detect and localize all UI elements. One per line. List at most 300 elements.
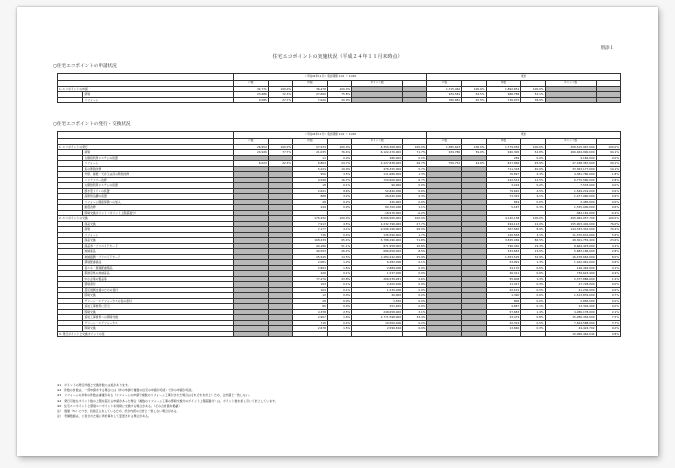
table-cell: 48,301,755,400 [545, 238, 596, 244]
table-cell: 1.3% [521, 260, 545, 266]
table-cell: 26,311 [486, 271, 521, 277]
table-cell: 2,893 [293, 265, 328, 271]
table-cell: 155,903,402,000 [545, 221, 596, 227]
table-cell: 40.0% [521, 166, 545, 172]
table-cell: 1.2% [596, 276, 620, 282]
table-cell: 21,035 [293, 150, 328, 156]
column-header: 戸数 [427, 81, 462, 87]
table-cell: 90,186 [293, 243, 328, 249]
table-cell: 9,085 [234, 97, 269, 103]
table-cell: 0.2% [403, 320, 427, 326]
table-cell [545, 97, 596, 103]
table-cell: 55,608 [486, 276, 521, 282]
table-cell: 193 [293, 282, 328, 288]
table-cell: 8,664,423,000 [545, 243, 596, 249]
header-cumulative-group: 累計 [427, 74, 621, 81]
table-cell: 5.6% [596, 232, 620, 238]
table-cell: 266,464,900,000 [545, 150, 596, 156]
row-label: グリーン・エアフォーカスの為の寄付 [83, 298, 234, 304]
row-label: 太陽熱利用システムの設置 [83, 183, 234, 189]
table-cell: 1,585,623 [427, 144, 462, 150]
table-cell: 248,658,000 [352, 309, 403, 315]
table-cell: 796,430 [486, 243, 521, 249]
row-label: 太陽熱利用システムの設置 [83, 155, 234, 161]
table-cell: 44.6% [462, 161, 486, 167]
row-label: 追加工事費用への即時交換 [83, 315, 234, 321]
table-cell: 4,867 [486, 304, 521, 310]
table-cell: 2,907 [293, 315, 328, 321]
table-cell: 19.0% [327, 166, 351, 172]
table-cell: 100.0% [521, 144, 545, 150]
table-cell: 26,640,000 [352, 194, 403, 200]
table-cell: 22,319 [486, 320, 521, 326]
table-cell: 1.6% [327, 265, 351, 271]
table-cell: 3.7% [596, 320, 620, 326]
row-label: 省エネ・環境配慮製品 [83, 265, 234, 271]
footnote: ※3 リフォームの対象の件数は重複がある（リフォームの申請で複数のリフォーム工事がされた場合はそれぞれを計上）ため、合計値と一致しない。 [57, 393, 252, 398]
table-cell: 8.7% [403, 177, 427, 183]
table-cell: 2,596,816 [352, 326, 403, 332]
table-cell [268, 331, 292, 337]
table-cell: 750,731 [427, 161, 462, 167]
table-cell: 77.7% [268, 150, 292, 156]
row-label: 商品交換 [83, 238, 234, 244]
table-cell [486, 331, 521, 337]
header-cumulative-group: 累計 [427, 132, 621, 139]
table-cell: 4.3% [521, 172, 545, 178]
table-cell: 0.4% [327, 320, 351, 326]
table-cell: 1,390 [486, 293, 521, 299]
table-cell: 1.3% [521, 276, 545, 282]
table-cell: 0.2% [327, 199, 351, 205]
table-cell [462, 331, 486, 337]
table-cell: 8.5% [403, 249, 427, 255]
table-cell: 1,162,961,000 [545, 260, 596, 266]
column-header: 件数 [486, 139, 521, 145]
table-cell: 71.7% [403, 150, 427, 156]
table-cell: 533,683 [486, 249, 521, 255]
table-cell: 86.5% [521, 238, 545, 244]
table-cell: 736,975 [486, 97, 521, 103]
table-cell: 3,216 [486, 183, 521, 189]
table-cell: -0.2% [403, 210, 427, 216]
footnote: ※4 発行可能なポイント数の上限を超える申請があった場合（複数のリフォーム工事の即時交換分のポイント上限超過分）は、ポイント数を差し引いて計上しています。 [57, 398, 278, 403]
table-cell [521, 331, 545, 337]
table-cell: 27,666 [293, 92, 328, 98]
row-label: 2. エコポイントの交換 [58, 216, 234, 222]
table-cell: 111,686,000 [352, 172, 403, 178]
table-cell: 0.2% [521, 183, 545, 189]
row-label: 新築 [83, 227, 234, 233]
table-cell: 0.0% [403, 271, 427, 277]
document-title: 住宅エコポイントの実施状況（平成２４年１１月末時点） [272, 54, 403, 60]
table-cell: 0.0% [596, 326, 620, 332]
table-cell: 934,780 [427, 150, 462, 156]
table-cell: 2,096,196,000 [352, 227, 403, 233]
row-label: 追加工事費用に充当 [83, 304, 234, 310]
table-cell: 1.5% [327, 326, 351, 332]
issuance-exchange-table [57, 131, 621, 337]
table-cell: 76.4% [327, 150, 351, 156]
table-cell: 4.1% [327, 227, 351, 233]
table-cell: 146,462,000 [545, 265, 596, 271]
table-cell: 0.3% [403, 194, 427, 200]
table-cell: 0.1% [521, 304, 545, 310]
table-cell: 54.5% [462, 92, 486, 98]
table-cell: 73,325 [486, 194, 521, 200]
table-cell: 2,678 [293, 326, 328, 332]
table-cell: 0.0% [403, 183, 427, 189]
table-cell: 7,620 [293, 97, 328, 103]
table-cell: -18,976,000 [352, 210, 403, 216]
table-cell: 0.6% [596, 260, 620, 266]
table-cell: 57,683 [486, 309, 521, 315]
table-cell: 77,276 [293, 276, 328, 282]
table-cell: 144,333,342,000 [545, 227, 596, 233]
table-cell: 4,338 [293, 309, 328, 315]
table-cell: 38.9% [521, 97, 545, 103]
table-cell: 100.0% [327, 216, 351, 222]
table-cell: 0.7% [596, 293, 620, 299]
table-cell: 8.9% [521, 227, 545, 233]
table-cell: 32,771 [234, 86, 269, 92]
table-cell: 4.2% [596, 243, 620, 249]
footnote: 注） 数値（%）につき、四捨五入をしているため、計が内訳の合計と一致しない場合がある。 [57, 409, 180, 414]
table-cell: 0.0% [596, 183, 620, 189]
table-cell: 100.0% [327, 144, 351, 150]
header-blank [58, 132, 234, 139]
table-cell: 0.5% [521, 320, 545, 326]
table-cell: 206,539,281 [352, 276, 403, 282]
table-cell: 0.1% [327, 282, 351, 288]
table-cell: 208,515,967,000 [545, 144, 596, 150]
table-row [58, 97, 621, 103]
table-cell: 23,686 [234, 92, 269, 98]
table-cell: 75.8% [327, 92, 351, 98]
table-cell: 2,856,000 [545, 298, 596, 304]
table-cell [596, 97, 620, 103]
table-cell: 15.9% [403, 254, 427, 260]
table-cell: 86 [293, 304, 328, 310]
table-cell: 6,282,000 [352, 260, 403, 266]
row-label: 3. 発行ポイントと交換ポイントの差 [58, 331, 234, 337]
table-cell: 0.0% [596, 298, 620, 304]
table-cell [403, 97, 427, 103]
annex-label: 別添１ [600, 46, 614, 51]
row-label: 都道府県の地域産品 [83, 271, 234, 277]
table-cell: 0.0% [403, 326, 427, 332]
table-cell: 849 [486, 199, 521, 205]
table-cell: 0.1% [403, 260, 427, 266]
table-cell: 8,066,566,000 [352, 216, 403, 222]
table-cell: 0.3% [521, 205, 545, 211]
table-cell: 100.0% [268, 86, 292, 92]
document-page [17, 7, 658, 456]
column-header: ポイント数 [545, 81, 596, 87]
table-cell: 5,788,296,000 [352, 238, 403, 244]
table-cell: 0.0% [403, 265, 427, 271]
table-cell: 9.6% [327, 188, 351, 194]
table-cell [352, 331, 403, 337]
table-cell: 1.7% [403, 232, 427, 238]
table-cell: 888 [293, 194, 328, 200]
table-cell: 32.9% [521, 254, 545, 260]
table-cell: 34.4% [403, 315, 427, 321]
table-cell: 0.1% [327, 271, 351, 277]
table-cell: 934,581 [427, 92, 462, 98]
table-cell: 6,122,470,000 [352, 150, 403, 156]
table-cell: 3.5% [327, 172, 351, 178]
table-cell: 1,535,000,000 [545, 205, 596, 211]
table-cell: 136,590,000 [352, 232, 403, 238]
table-cell: 494,113 [486, 221, 521, 227]
table-cell: 5,224 [293, 166, 328, 172]
table-cell: 0.0% [521, 298, 545, 304]
table-cell: 0.3% [521, 326, 545, 332]
table-cell [293, 331, 328, 337]
table-cell: 90,000 [352, 183, 403, 189]
table-cell: 3.1% [521, 232, 545, 238]
table-cell: 16.7% [327, 177, 351, 183]
table-cell: 0.6% [403, 188, 427, 194]
table-cell: 0.0% [521, 155, 545, 161]
row-label: 1. エコポイントの発行 [58, 144, 234, 150]
table-cell: 164 [293, 287, 328, 293]
table-cell: 4.8% [596, 331, 620, 337]
table-cell: 1.8% [596, 172, 620, 178]
table-cell: 47,168,387,000 [545, 161, 596, 167]
table-cell: 22.3% [268, 161, 292, 167]
table-cell: 16,478,664,000 [545, 254, 596, 260]
column-header: ポイント数 [545, 139, 596, 145]
table-cell: -384,181,000 [545, 210, 596, 216]
row-label: 即時交換 [83, 309, 234, 315]
table-cell: 0.0% [403, 155, 427, 161]
table-cell: 2,485,000 [545, 199, 596, 205]
table-cell: 0.1% [327, 183, 351, 189]
table-cell: 26.7% [403, 161, 427, 167]
table-cell: 710 [293, 320, 328, 326]
row-label: リフォーム瑕疵保険への加入 [83, 199, 234, 205]
table-cell: 100.0% [521, 86, 545, 92]
table-cell: 13,660 [486, 326, 521, 332]
row-label: リフォーム [83, 232, 234, 238]
table-cell: 0.0% [403, 287, 427, 293]
table-cell: 10.8% [403, 243, 427, 249]
table-cell: 20.1% [596, 161, 620, 167]
table-cell: 70.4% [596, 227, 620, 233]
table-cell: 100.0% [462, 86, 486, 92]
table-cell: 27.7% [403, 221, 427, 227]
table-cell: 222,524 [486, 177, 521, 183]
table-cell: 5,683,186,000 [545, 249, 596, 255]
table-cell: 168,239 [293, 238, 328, 244]
table-cell: 100.0% [596, 216, 620, 222]
table-cell: 2,641 [293, 188, 328, 194]
table-cell: 19,500,000 [352, 320, 403, 326]
table-cell: 205,064,057,700 [545, 216, 596, 222]
table-cell: 24,170 [486, 265, 521, 271]
row-label: 商品交換 [83, 221, 234, 227]
table-cell: 226 [293, 271, 328, 277]
table-cell: 79,620 [486, 188, 521, 194]
footnote: ※2 件数の計数は、一部申請をする場合には（件の申請で複数の住宅の申請が可能）で件の申請が可能。 [57, 388, 195, 393]
table-cell: 59.0% [462, 150, 486, 156]
table-cell: 25,545 [293, 254, 328, 260]
table-cell: 10,066,464,044 [545, 331, 596, 337]
table-cell: 100.0% [403, 216, 427, 222]
table-cell: 5,187 [486, 205, 521, 211]
table-cell: 51.1% [327, 243, 351, 249]
table-cell: 1,715,462 [427, 86, 462, 92]
table-cell: 2,081 [293, 260, 328, 266]
table-cell: 7,644,588,000 [545, 320, 596, 326]
table-cell: 11,570,631,000 [545, 232, 596, 238]
table-cell: 28 [293, 298, 328, 304]
table-cell: 739,623,400 [545, 271, 596, 277]
table-cell: 94.1% [596, 150, 620, 156]
table-cell: 26.4% [327, 249, 351, 255]
table-cell [427, 331, 462, 337]
table-cell: 18 [293, 183, 328, 189]
row-label: 新築 [83, 92, 234, 98]
table-cell: 126,548 [486, 232, 521, 238]
table-cell: 1,549,219,000 [545, 188, 596, 194]
table-cell: 1.2% [327, 260, 351, 266]
table-cell: 986,788 [486, 92, 521, 98]
table-cell: 0.6% [521, 265, 545, 271]
table-cell: 27,728,000 [545, 282, 596, 288]
table-cell: 4.5% [521, 188, 545, 194]
table-cell: 100.0% [268, 144, 292, 150]
table-cell: 11 [293, 155, 328, 161]
table-cell: 19.3% [521, 243, 545, 249]
table-cell [327, 331, 351, 337]
application-status-table [57, 73, 621, 103]
table-cell: 0.4% [596, 271, 620, 277]
column-header: 件数 [293, 139, 328, 145]
table-cell: 76.0% [596, 221, 620, 227]
table-cell: 4.1% [521, 194, 545, 200]
table-cell: 13,394,400 [545, 304, 596, 310]
table-cell: 6,775,580,000 [545, 177, 596, 183]
table-cell: 0.0% [327, 293, 351, 299]
table-cell: 7,533,000 [545, 183, 596, 189]
table-cell: 6,023 [234, 161, 269, 167]
table-cell: 33,363,177,000 [545, 166, 596, 172]
table-cell: 2,232,796,000 [352, 221, 403, 227]
table-cell: 0.0% [521, 199, 545, 205]
table-cell: 6,804 [293, 161, 328, 167]
table-cell: 1,477,960,000 [545, 194, 596, 200]
table-cell: 1.3% [403, 172, 427, 178]
table-cell: 1.1% [403, 205, 427, 211]
table-cell: 4,381,780,000 [545, 172, 596, 178]
table-cell: 1,550 [352, 298, 403, 304]
table-cell: 13.0% [521, 249, 545, 255]
table-cell: 440,000 [352, 199, 403, 205]
table-cell: 871,958,000 [352, 243, 403, 249]
table-cell [403, 331, 427, 337]
row-label: 震災復興支援のための寄付 [83, 287, 234, 293]
table-cell: 11,327 [486, 282, 521, 288]
table-cell: 44,422,702 [545, 326, 596, 332]
table-cell: 0.4% [327, 232, 351, 238]
table-cell: 4.5% [327, 221, 351, 227]
table-cell: 780,881 [427, 97, 462, 103]
table-cell: 0.5% [521, 287, 545, 293]
table-cell: 22,101 [486, 287, 521, 293]
table-cell: 52.8% [521, 150, 545, 156]
table-cell: 100.0% [462, 144, 486, 150]
row-label: リフォーム [83, 97, 234, 103]
row-label: 新築 [83, 150, 234, 156]
table-cell: 0.1% [596, 265, 620, 271]
table-cell: 0.0% [327, 155, 351, 161]
section1-heading: ○住宅エコポイントの申請状況 [53, 64, 117, 69]
table-cell: 0.6% [596, 194, 620, 200]
table-cell: 4,286,178,000 [545, 309, 596, 315]
table-cell: 23.6% [596, 238, 620, 244]
table-cell: 27,533 [293, 144, 328, 150]
table-cell: 4,182,000 [545, 155, 596, 161]
table-cell [352, 97, 403, 103]
table-cell: 476,325,000 [352, 166, 403, 172]
table-cell: 0.0% [403, 304, 427, 310]
row-label: 耐震改修 [83, 205, 234, 211]
table-cell: 12.0% [521, 221, 545, 227]
column-header: 戸数 [234, 81, 269, 87]
row-label: 節水型トイレの設置 [83, 188, 234, 194]
table-cell: 41,236,000 [545, 287, 596, 293]
table-cell: 711,318 [486, 166, 521, 172]
table-cell: 1,513,876,000 [545, 293, 596, 299]
table-cell: 52.1% [521, 92, 545, 98]
table-cell: 95.4% [327, 238, 351, 244]
table-cell: 100.0% [403, 144, 427, 150]
table-cell: 33,479 [486, 315, 521, 321]
table-cell: 14.1% [596, 166, 620, 172]
table-cell: 7.5% [596, 315, 620, 321]
table-cell: 806 [486, 298, 521, 304]
table-cell: 249 [293, 205, 328, 211]
row-label: 環境寄付 [83, 282, 234, 288]
table-cell: 3,565,469 [486, 238, 521, 244]
footnote: ※1 ポイントの発行件数と交換件数には差があります。 [57, 383, 131, 387]
row-label: 1. エコポイントの申請 [58, 86, 234, 92]
table-cell: 2.6% [403, 276, 427, 282]
table-cell: 686,658,000 [352, 249, 403, 255]
column-header: ポイント数 [352, 139, 403, 145]
table-cell: 1,892,851 [486, 86, 521, 92]
row-label: 環境配慮商品 [83, 260, 234, 266]
table-cell: 14.5% [327, 254, 351, 260]
table-row [58, 331, 621, 337]
table-cell: 2,771,598,000 [352, 315, 403, 321]
table-cell: 0.0% [596, 282, 620, 288]
table-cell: 72.3% [268, 92, 292, 98]
row-label: 即時交換 [83, 293, 234, 299]
table-cell: 2,227,838,000 [352, 161, 403, 167]
table-cell: 289 [486, 155, 521, 161]
table-cell: 100.0% [521, 216, 545, 222]
table-cell [234, 331, 269, 337]
table-cell: 251,200 [352, 304, 403, 310]
row-label: 外壁、屋根・天井又は床の断熱改修 [83, 172, 234, 178]
table-cell: 2,200,000 [352, 282, 403, 288]
table-cell: 24.7% [327, 161, 351, 167]
table-cell: 0.1% [327, 287, 351, 293]
